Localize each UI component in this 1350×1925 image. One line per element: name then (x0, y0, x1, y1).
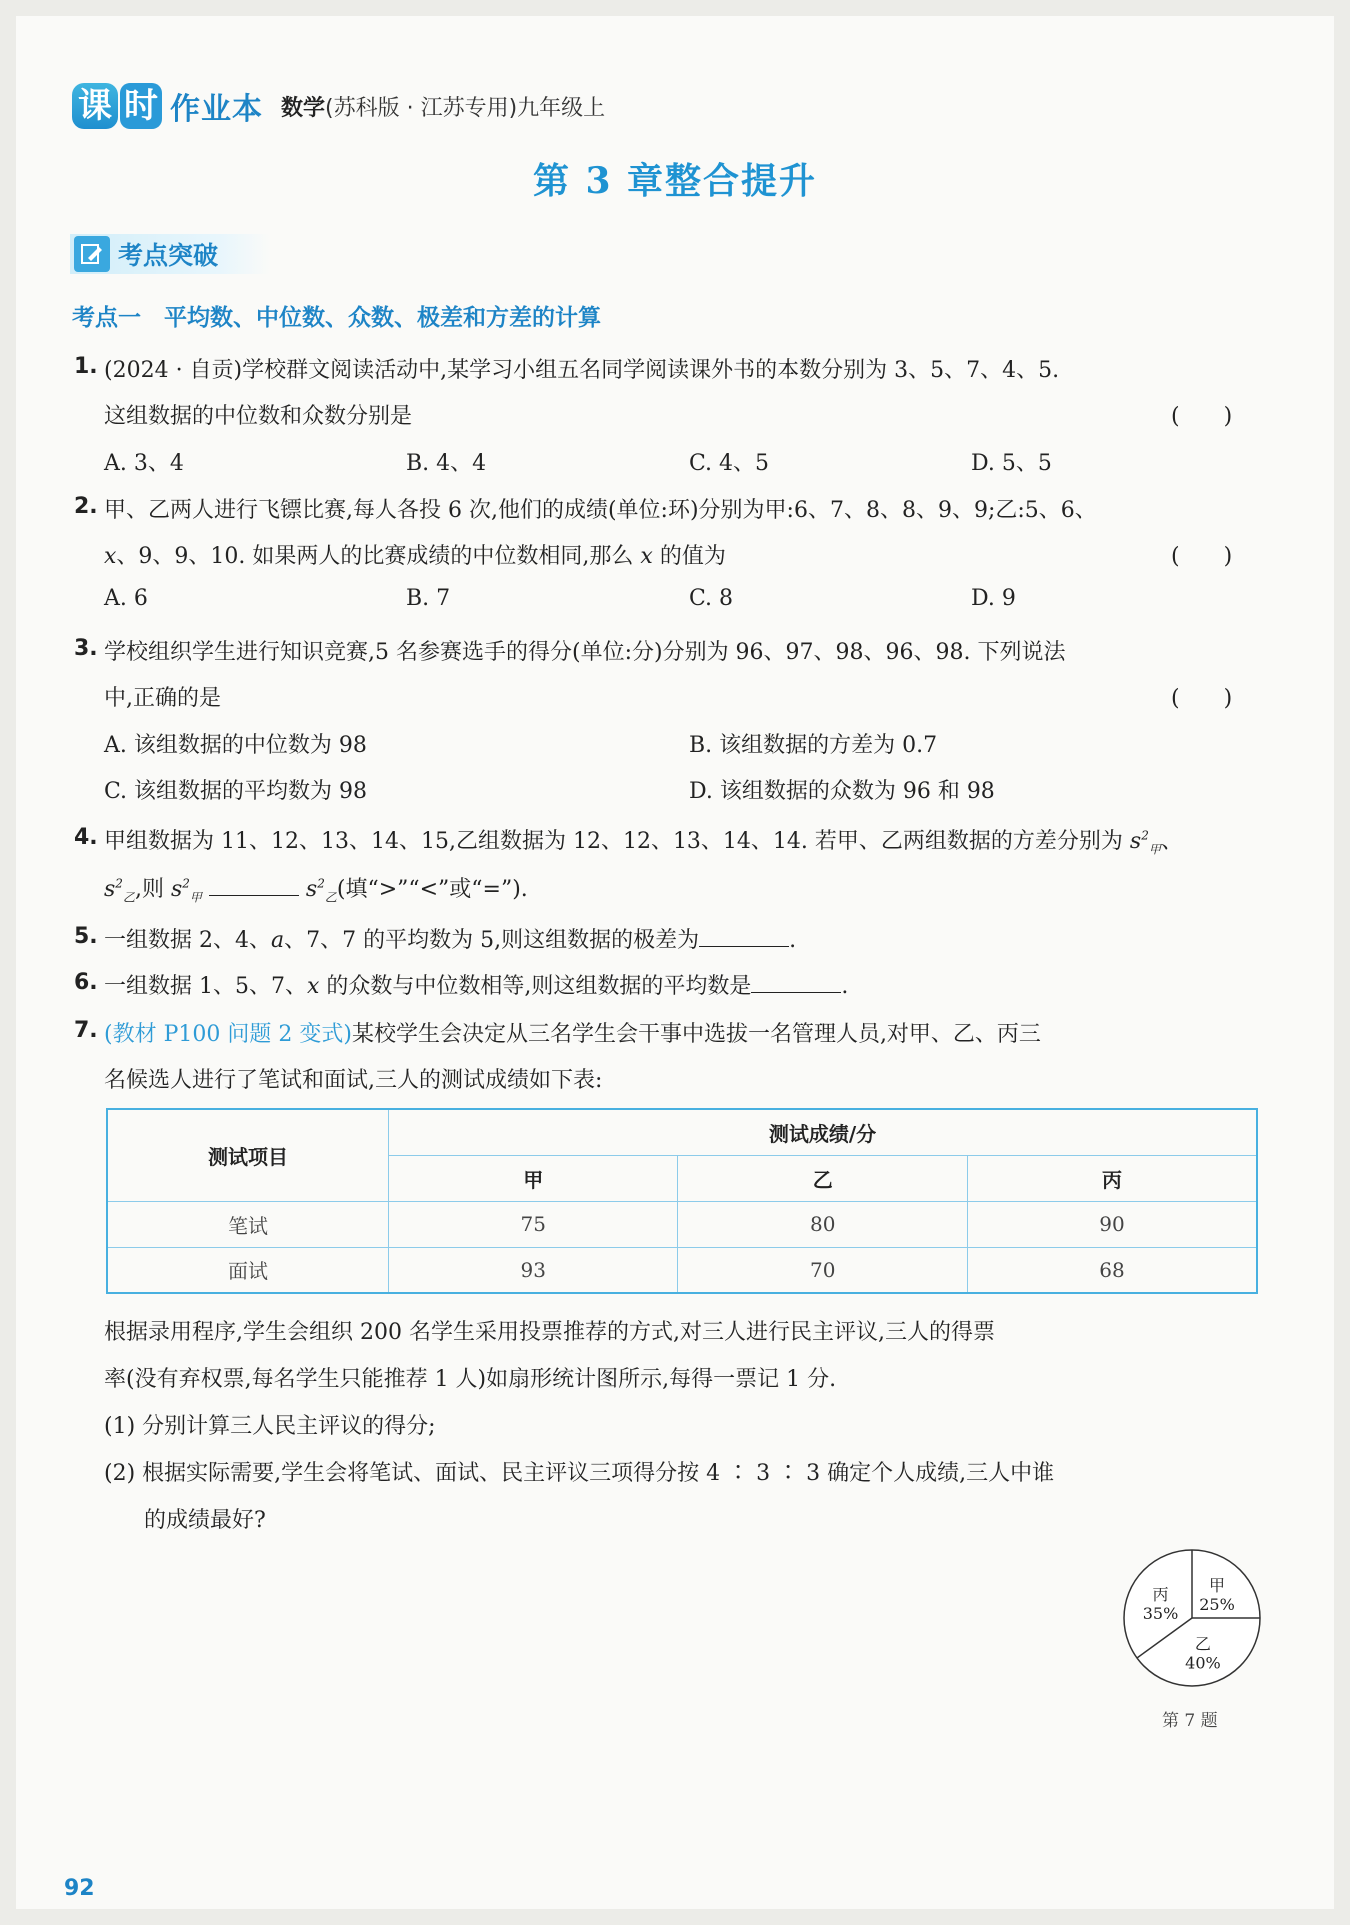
q7-line1 (104, 1017, 1041, 1048)
pencil-icon (74, 236, 110, 272)
q6-line (104, 969, 848, 1000)
cell-interview-bing: 68 (967, 1247, 1257, 1293)
q4-dun: 、 (1160, 829, 1183, 854)
page-number: 92 (64, 1876, 95, 1901)
row-label-interview: 面试 (107, 1247, 389, 1293)
table-col-yi: 乙 (678, 1155, 967, 1201)
q7-subquestion-1: (1) 分别计算三人民主评议的得分; (104, 1414, 436, 1439)
q7-subquestion-2b: 的成绩最好? (144, 1508, 266, 1533)
q2-option-d: D. 9 (971, 586, 1016, 611)
chapter-title: 第 3 章整合提升 (532, 160, 818, 202)
q1-option-c: C. 4、5 (689, 451, 770, 476)
q3-line2: 中,正确的是 (104, 686, 221, 711)
q7-subquestion-2a: (2) 根据实际需要,学生会将笔试、面试、民主评议三项得分按 4 ∶ 3 ∶ 3 确定个人成绩,三人中谁 (104, 1461, 1055, 1486)
q2-line1: 甲、乙两人进行飞镖比赛,每人各投 6 次,他们的成绩(单位:环)分别为甲:6、7、8、8、9、9;乙:5、6、 (104, 498, 1097, 523)
page (16, 16, 1334, 1909)
table-group-header: 测试成绩/分 (389, 1109, 1258, 1155)
q2-line2-text: 、9、9、10. 如果两人的比赛成绩的中位数相同,那么 (116, 544, 634, 569)
q1-answer-paren: ( ) (1171, 404, 1233, 429)
q3-line1: 学校组织学生进行知识竞赛,5 名参赛选手的得分(单位:分)分别为 96、97、98、96、98. 下列说法 (104, 640, 1066, 665)
pie-slice-percent: 40% (1185, 1653, 1221, 1673)
q2-option-b: B. 7 (406, 586, 451, 611)
pie-slice-percent: 35% (1142, 1603, 1179, 1623)
q2-var-x2: x (640, 544, 653, 569)
q4-s-yi: $s^2_乙$ (104, 876, 135, 905)
q2-number: 2. (74, 494, 98, 519)
logo-char-shi: 时 (120, 83, 162, 129)
header-subject: 数学 (281, 95, 326, 121)
q3-option-a: A. 该组数据的中位数为 98 (104, 733, 367, 758)
table-row-header: 测试项目 (107, 1109, 389, 1201)
q6-text-post: 的众数与中位数相等,则这组数据的平均数是 (326, 974, 752, 999)
q4-line1 (104, 824, 1183, 857)
q5-var-a: a (271, 928, 285, 953)
q7-para1: 根据录用程序,学生会组织 200 名学生采用投票推荐的方式,对三人进行民主评议,三人的得票 (104, 1320, 995, 1345)
q1-option-d: D. 5、5 (971, 451, 1052, 476)
q6-text-pre: 一组数据 1、5、7、 (104, 974, 307, 999)
logo-char-ke: 课 (72, 83, 118, 129)
q2-line2-end: 的值为 (659, 544, 726, 569)
book-header (72, 76, 605, 136)
q4-s-jia: $s^2_甲$ (1129, 828, 1161, 857)
q2-var-x: x (104, 544, 117, 569)
topic-heading: 考点一 平均数、中位数、众数、极差和方差的计算 (72, 305, 601, 331)
q4-answer-blank[interactable] (209, 874, 299, 896)
row-label-written: 笔试 (107, 1201, 389, 1247)
q3-number: 3. (74, 636, 98, 661)
table-row (107, 1201, 1257, 1247)
q4-number: 4. (74, 825, 98, 850)
q1-option-a: A. 3、4 (104, 451, 184, 476)
q1-line1: (2024 · 自贡)学校群文阅读活动中,某学习小组五名同学阅读课外书的本数分别为 3、5、7、4、5. (104, 358, 1060, 383)
q5-text-pre: 一组数据 2、4、 (104, 928, 271, 953)
series-name: 作业本 (170, 92, 263, 127)
pie-slice-percent: 25% (1199, 1594, 1235, 1614)
q3-option-b: B. 该组数据的方差为 0.7 (689, 733, 938, 758)
cell-written-yi: 80 (678, 1201, 967, 1247)
pie-svg (1120, 1546, 1264, 1690)
q5-end: . (789, 928, 797, 953)
q3-option-c: C. 该组数据的平均数为 98 (104, 779, 368, 804)
header-edition: (苏科版 · 江苏专用)九年级上 (325, 95, 606, 121)
q2-line2 (104, 539, 726, 570)
pie-slice-label: 甲 (1208, 1575, 1226, 1595)
table-col-bing: 丙 (967, 1155, 1257, 1201)
q4-fill-hint: (填“>”“<”或“=”). (336, 877, 528, 902)
pie-chart (1120, 1546, 1264, 1690)
cell-written-jia: 75 (389, 1201, 678, 1247)
table-col-jia: 甲 (389, 1155, 678, 1201)
q3-option-d: D. 该组数据的众数为 96 和 98 (689, 779, 995, 804)
q7-line2: 名候选人进行了笔试和面试,三人的测试成绩如下表: (104, 1068, 603, 1093)
pie-slice-label: 丙 (1152, 1584, 1169, 1604)
q7-line1-text: 某校学生会决定从三名学生会干事中选拔一名管理人员,对甲、乙、丙三 (351, 1022, 1041, 1047)
q7-number: 7. (74, 1018, 98, 1043)
section-label: 考点突破 (118, 241, 219, 270)
cell-interview-jia: 93 (389, 1247, 678, 1293)
q2-option-c: C. 8 (689, 586, 734, 611)
q4-s-yi-2: $s^2_乙$ (305, 876, 337, 905)
q4-line2 (104, 872, 528, 905)
section-banner (70, 234, 270, 274)
q4-line1-text: 甲组数据为 11、12、13、14、15,乙组数据为 12、12、13、14、14. 若甲、乙两组数据的方差分别为 (104, 829, 1123, 854)
cell-written-bing: 90 (967, 1201, 1257, 1247)
score-table (106, 1108, 1258, 1294)
q1-option-b: B. 4、4 (406, 451, 487, 476)
q6-answer-blank[interactable] (751, 971, 841, 993)
q5-line (104, 923, 796, 954)
q6-number: 6. (74, 970, 98, 995)
q2-option-a: A. 6 (104, 586, 148, 611)
q4-s-jia-2: $s^2_甲$ (170, 876, 202, 905)
table-row (107, 1247, 1257, 1293)
q5-answer-blank[interactable] (699, 925, 789, 947)
logo (72, 79, 263, 133)
q3-answer-paren: ( ) (1171, 686, 1233, 711)
q6-end: . (841, 974, 849, 999)
q2-answer-paren: ( ) (1171, 544, 1233, 569)
q5-text-post: 、7、7 的平均数为 5,则这组数据的极差为 (284, 928, 700, 953)
q7-para2: 率(没有弃权票,每名学生只能推荐 1 人)如扇形统计图所示,每得一票记 1 分. (104, 1367, 837, 1392)
pie-caption: 第 7 题 (1162, 1711, 1218, 1731)
q7-source: (教材 P100 问题 2 变式) (104, 1022, 352, 1047)
q4-ze: ,则 (134, 877, 164, 902)
q1-number: 1. (74, 354, 98, 379)
q5-number: 5. (74, 924, 98, 949)
cell-interview-yi: 70 (678, 1247, 967, 1293)
q6-var-x: x (307, 974, 320, 999)
pie-slice-label: 乙 (1194, 1634, 1211, 1654)
q1-line2: 这组数据的中位数和众数分别是 (104, 404, 413, 429)
